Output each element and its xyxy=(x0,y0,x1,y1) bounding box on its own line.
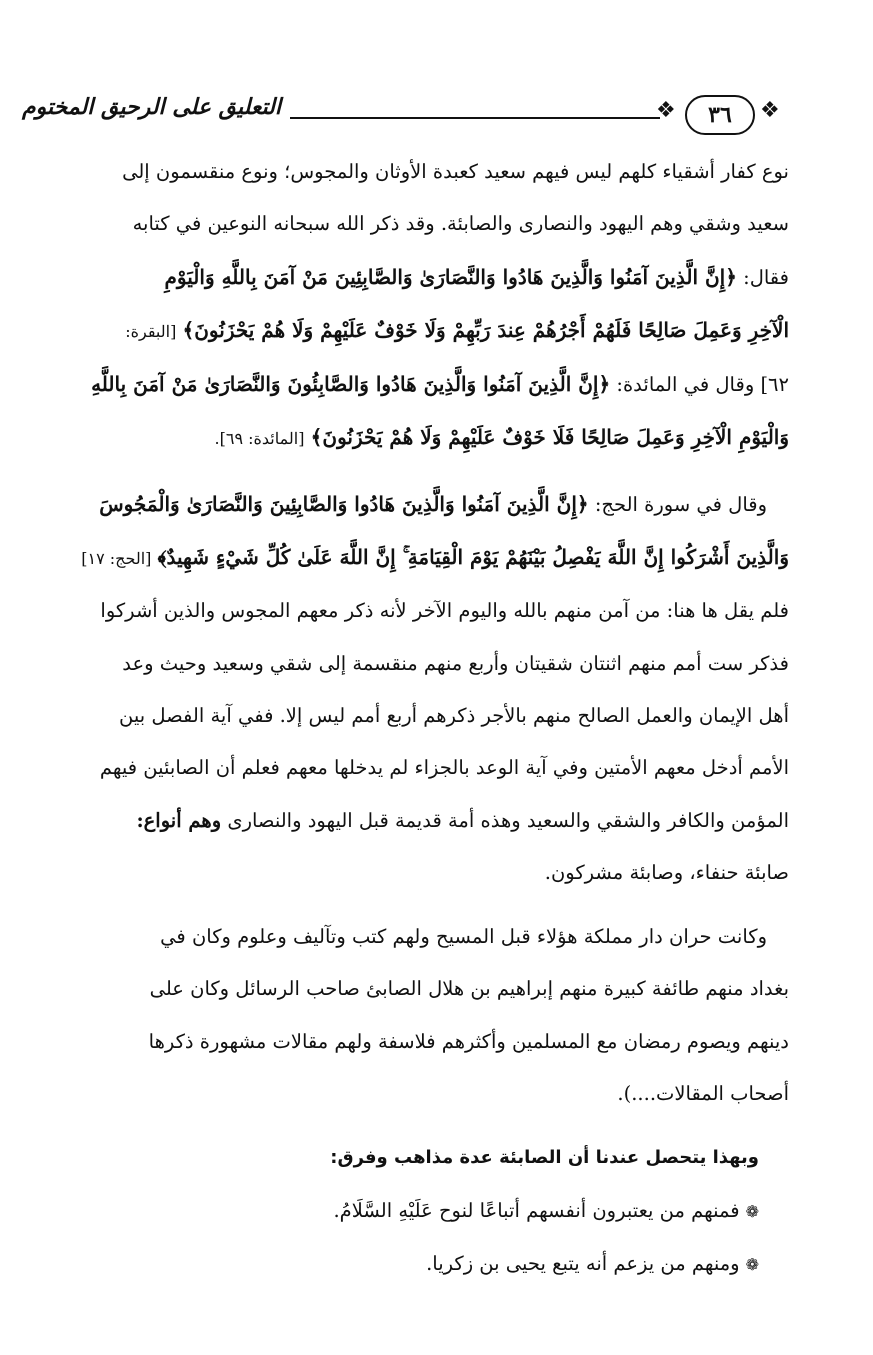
section-heading-block xyxy=(20,1132,789,1184)
text-line: الأمم أدخل معهم الأمتين وفي آية الوعد بالجزاء لم يدخلها معهم فعلم أن الصابئين فيهم xyxy=(99,756,789,780)
ornament-icon: ❖ xyxy=(656,98,676,123)
text-line: بغداد منهم طائفة كبيرة منهم إبراهيم بن هلال الصابئ صاحب الرسائل وكان على xyxy=(149,977,789,1001)
page-header xyxy=(22,86,793,142)
quran-verse: الْآخِرِ وَعَمِلَ صَالِحًا فَلَهُمْ أَجْرُهُمْ عِندَ رَبِّهِمْ وَلَا خَوْفٌ عَلَيْهِمْ وَلَا هُمْ يَحْزَنُونَ﴾ xyxy=(182,317,789,342)
flower-bullet-icon: ❁ xyxy=(745,1254,759,1274)
quran-verse: ﴿إِنَّ الَّذِينَ آمَنُوا وَالَّذِينَ هَادُوا وَالصَّابِئِينَ وَالنَّصَارَىٰ وَالْمَجُوسَ xyxy=(99,491,589,516)
running-title: التعليق على الرحيق المختوم xyxy=(22,94,281,120)
text-line xyxy=(20,478,789,531)
flower-bullet-icon: ❁ xyxy=(745,1201,759,1221)
ornament-icon: ❖ xyxy=(760,98,780,123)
list-item xyxy=(20,1238,789,1291)
page-number: ٣٦ xyxy=(685,95,755,135)
quran-verse: ﴿إِنَّ الَّذِينَ آمَنُوا وَالَّذِينَ هَادُوا وَالصَّابِئُونَ وَالنَّصَارَىٰ مَنْ آمَنَ بِاللَّهِ xyxy=(91,372,611,397)
text-line: وكانت حران دار مملكة هؤلاء قبل المسيح ولهم كتب وتآليف وعلوم وكان في xyxy=(160,925,767,949)
section-heading: وبهذا يتحصل عندنا أن الصابئة عدة مذاهب وفرق: xyxy=(330,1147,759,1169)
verse-reference: [المائدة: ٦٩]. xyxy=(214,429,305,449)
text-line xyxy=(20,304,789,358)
verse-reference: [البقرة: xyxy=(125,321,177,341)
paragraph-1 xyxy=(20,146,789,466)
list-item-text: فمنهم من يعتبرون أنفسهم أتباعًا لنوح عَلَيْهِ السَّلَامُ. xyxy=(333,1198,740,1222)
text-line xyxy=(20,251,789,304)
header-rule xyxy=(290,117,660,119)
quran-verse: وَالْيَوْمِ الْآخِرِ وَعَمِلَ صَالِحًا فَلَا خَوْفٌ عَلَيْهِمْ وَلَا هُمْ يَحْزَنُونَ﴾ xyxy=(310,425,789,450)
text-segment: وقال في سورة الحج: xyxy=(594,492,767,516)
paragraph-2 xyxy=(20,478,789,899)
text-line: صابئة حنفاء، وصابئة مشركون. xyxy=(544,860,789,884)
bold-text: وهم أنواع: xyxy=(136,808,222,832)
list-item-text: ومنهم من يزعم أنه يتبع يحيى بن زكريا. xyxy=(426,1251,740,1275)
list-item xyxy=(20,1185,789,1238)
text-line: دينهم ويصوم رمضان مع المسلمين وأكثرهم فلاسفة ولهم مقالات مشهورة ذكرها xyxy=(148,1029,789,1053)
text-line xyxy=(20,358,789,411)
verse-reference: [الحج: ١٧] xyxy=(81,549,152,569)
text-line: أهل الإيمان والعمل الصالح منهم بالأجر ذكرهم أربع أمم ليس إلا. ففي آية الفصل بين xyxy=(119,703,789,727)
verse-reference: ٦٢] xyxy=(760,373,789,397)
bullet-list xyxy=(20,1185,789,1292)
text-segment: وقال في المائدة: xyxy=(616,373,755,397)
text-line: سعيد وشقي وهم اليهود والنصارى والصابئة. وقد ذكر الله سبحانه النوعين في كتابه xyxy=(132,212,789,236)
page-body xyxy=(20,146,789,1291)
text-line xyxy=(20,795,789,847)
text-line: فلم يقل ها هنا: من آمن منهم بالله واليوم الآخر لأنه ذكر معهم المجوس والذين أشركوا xyxy=(100,599,789,623)
paragraph-3 xyxy=(20,911,789,1120)
text-line: أصحاب المقالات....). xyxy=(617,1082,789,1106)
text-segment: فقال: xyxy=(743,265,789,289)
quran-verse: وَالَّذِينَ أَشْرَكُوا إِنَّ اللَّهَ يَفْصِلُ بَيْنَهُمْ يَوْمَ الْقِيَامَةِ ۚ إِنَّ اللَّهَ عَلَىٰ كُلِّ شَيْءٍ شَهِيدٌ﴾ xyxy=(157,545,789,570)
text-line: فذكر ست أمم منهم اثنتان شقيتان وأربع منهم منقسمة إلى شقي وسعيد وحيث وعد xyxy=(122,651,789,675)
text-line xyxy=(20,411,789,465)
text-line xyxy=(20,531,789,585)
text-segment: المؤمن والكافر والشقي والسعيد وهذه أمة قديمة قبل اليهود والنصارى xyxy=(227,808,789,832)
text-line: نوع كفار أشقياء كلهم ليس فيهم سعيد كعبدة الأوثان والمجوس؛ ونوع منقسمون إلى xyxy=(122,160,789,183)
quran-verse: ﴿إِنَّ الَّذِينَ آمَنُوا وَالَّذِينَ هَادُوا وَالنَّصَارَىٰ وَالصَّابِئِينَ مَنْ آمَنَ بِاللَّهِ وَالْيَوْمِ xyxy=(164,264,737,289)
